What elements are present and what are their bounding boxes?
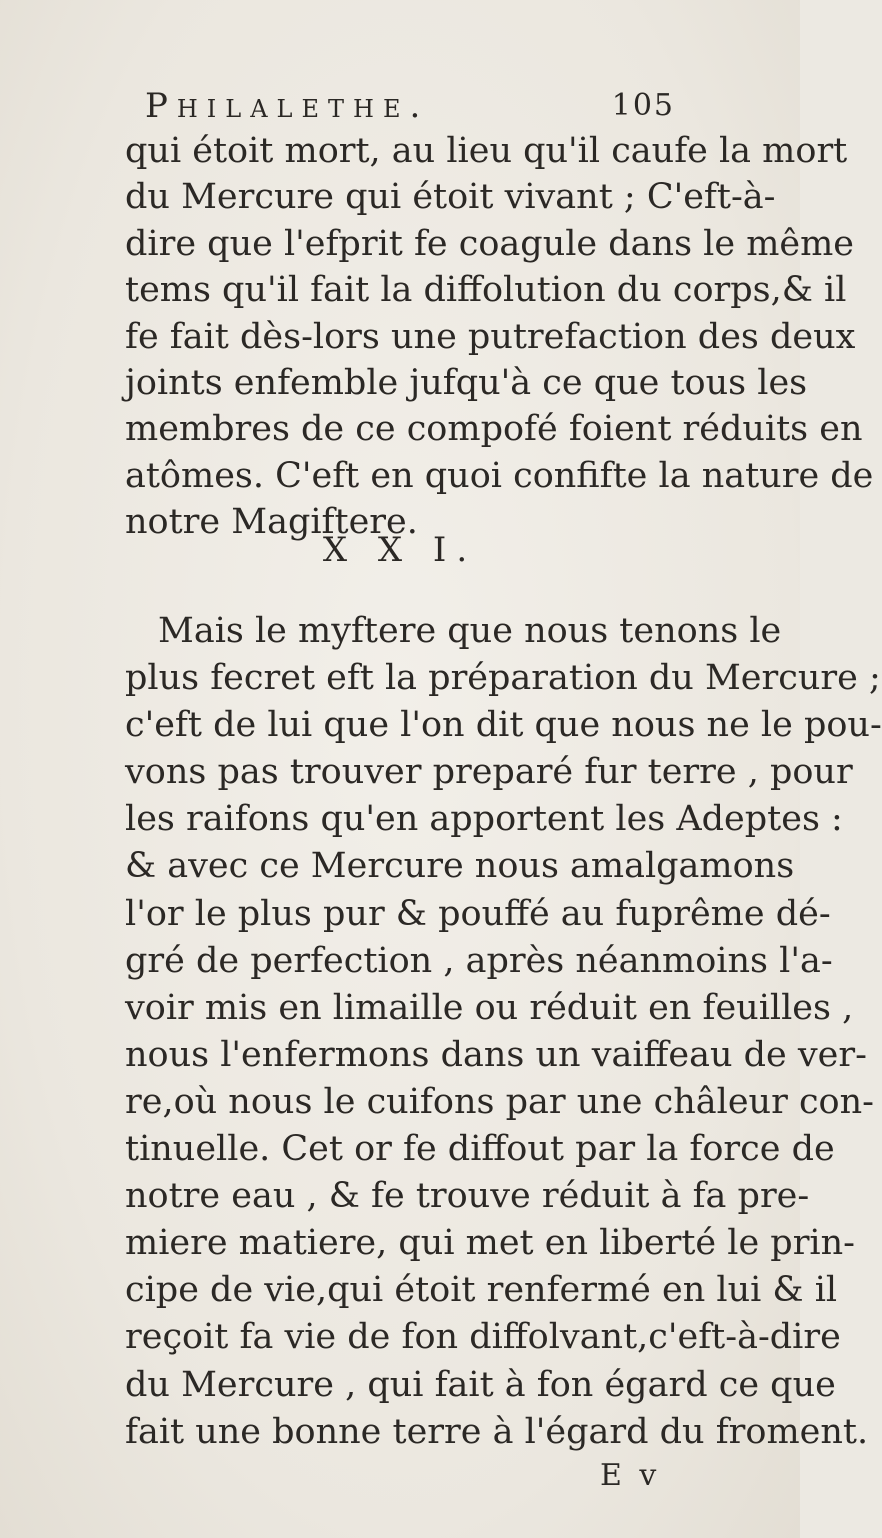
text-line: qui étoit mort, au lieu qu'il caufe la mort [125, 131, 848, 171]
text-line: vons pas trouver preparé fur terre , pour [125, 752, 853, 793]
text-line: notre Magiftere. [125, 502, 418, 543]
text-line: c'eft de lui que l'on dit que nous ne le pou- [125, 705, 882, 746]
section-number: X X I. [322, 530, 478, 570]
text-line: Mais le myftere que nous tenons le [158, 611, 782, 651]
text-line: atômes. C'eft en quoi confifte la nature de [125, 455, 874, 496]
signature-mark: E v [600, 1458, 661, 1493]
text-line: nous l'enfermons dans un vaiffeau de ver- [125, 1034, 867, 1075]
paragraph-continuation [125, 128, 874, 546]
text-line: reçoit fa vie de fon diffolvant,c'eft-à-dire [125, 1317, 841, 1358]
text-line: notre eau , & fe trouve réduit à fa pre- [125, 1176, 810, 1217]
text-line: fe fait dès-lors une putrefaction des deux [125, 316, 856, 357]
text-line: les raifons qu'en apportent les Adeptes : [125, 799, 843, 840]
text-line: cipe de vie,qui étoit renfermé en lui & il [125, 1270, 838, 1311]
text-line: voir mis en limaille ou réduit en feuilles , [125, 987, 854, 1028]
text-line: miere matiere, qui met en liberté le prin- [125, 1223, 855, 1264]
text-line: du Mercure qui étoit vivant ; C'eft-à- [125, 177, 776, 218]
text-line: & avec ce Mercure nous amalgamons [125, 846, 795, 887]
text-line: tems qu'il fait la diffolution du corps,& il [125, 270, 847, 311]
text-line: tinuelle. Cet or fe diffout par la force de [125, 1129, 835, 1170]
page-number: 105 [611, 88, 675, 123]
text-line: membres de ce compofé foient réduits en [125, 409, 863, 450]
text-line: joints enfemble jufqu'à ce que tous les [125, 362, 808, 403]
text-line: re,où nous le cuifons par une châleur con- [125, 1081, 874, 1122]
text-line: fait une bonne terre à l'égard du froment. [125, 1411, 869, 1452]
paragraph-section-21 [125, 608, 882, 1456]
text-line: du Mercure , qui fait à fon égard ce que [125, 1364, 836, 1405]
running-title: Philalethe. [145, 86, 430, 126]
text-line: plus fecret eft la préparation du Mercure ; [125, 658, 881, 699]
text-line: dire que l'efprit fe coagule dans le même [125, 223, 855, 264]
text-line: gré de perfection , après néanmoins l'a- [125, 940, 833, 981]
text-line: l'or le plus pur & pouffé au fuprême dé- [125, 893, 831, 934]
